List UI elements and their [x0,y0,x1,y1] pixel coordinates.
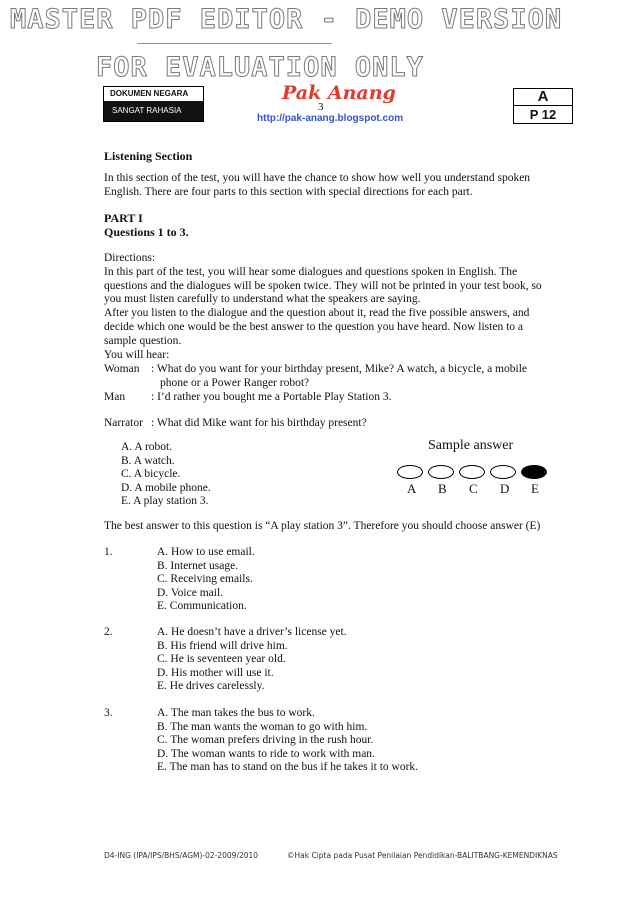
sample-option: A. A robot. [121,441,173,453]
bubble-letter-b: B [438,481,447,496]
page-number: 3 [318,101,324,113]
sample-answer-title: Sample answer [428,438,514,453]
intro-line: English. There are four parts to this section with special directions for each part. [104,185,473,198]
sample-answer-bubbles [397,465,547,481]
question-2-options [157,626,347,694]
secret-label: SANGAT RAHASIA [104,101,203,121]
answer-option: A. How to use email. [157,546,255,558]
man-speaker: Man [104,391,126,403]
question-number: 3. [104,707,113,719]
questions-range: Questions 1 to 3. [104,225,189,239]
woman-line: : What do you want for your birthday present, Mike? A watch, a bicycle, a mobile [151,363,527,375]
man-line: : I’d rather you bought me a Portable Play Station 3. [151,391,392,403]
intro-line: In this section of the test, you will have the chance to show how well you understand spoken [104,172,531,184]
sample-option: D. A mobile phone. [121,481,211,494]
document-label: DOKUMEN NEGARA [110,89,189,98]
question-number: 1. [104,546,113,558]
footer-code: D4-ING (IPA/IPS/BHS/AGM)-02-2009/2010 [104,851,259,860]
directions-block [104,252,542,362]
question-number: 2. [104,626,113,638]
question-3-options [157,707,418,775]
watermark-line-1: MASTER PDF EDITOR - DEMO VERSION [10,4,563,35]
question-1-options [157,546,255,614]
blog-url[interactable]: http://pak-anang.blogspot.com [257,113,404,124]
woman-line-continued: phone or a Power Ranger robot? [160,377,310,389]
answer-option: A. He doesn’t have a driver’s license yet. [157,626,347,638]
bubble-letter-a: A [407,481,417,496]
best-answer-text: The best answer to this question is “A play station 3”. Therefore you should choose answer (E) [104,520,541,532]
answer-option: E. The man has to stand on the bus if he takes it to work. [157,761,419,774]
answer-bubble-a [397,465,423,479]
code-packet: P 12 [529,107,557,122]
sample-option: C. A bicycle. [121,468,181,481]
section-title: Listening Section [104,149,193,163]
answer-option: D. His mother will use it. [157,666,274,679]
section-intro [104,172,530,200]
directions-line: questions and the dialogues will be spoken twice. They will not be printed in your test book, so [104,279,542,292]
directions-label: Directions: [104,252,156,264]
directions-line: sample question. [104,334,182,347]
answer-option: E. He drives carelessly. [157,680,265,693]
woman-speaker: Woman [104,363,140,375]
directions-line: decide which one would be the best answer to the question you have heard. Now listen to a [104,320,523,333]
answer-option: B. His friend will drive him. [157,639,288,652]
answer-option: D. Voice mail. [157,586,224,599]
document-classification-box [103,86,204,122]
answer-option: A. The man takes the bus to work. [157,707,315,719]
packet-code-box [513,88,573,124]
part-title: PART I [104,211,143,225]
answer-option: D. The woman wants to ride to work with man. [157,747,375,760]
answer-option: C. The woman prefers driving in the rush hour. [157,734,374,747]
answer-bubble-e-filled [521,465,547,479]
brand-logo-text: Pak Anang [282,82,396,104]
narrator-speaker: Narrator [104,417,143,429]
footer-copyright: ©Hak Cipta pada Pusat Penilaian Pendidikan-BALITBANG-KEMENDIKNAS [287,851,558,860]
answer-option: C. Receiving emails. [157,573,253,586]
bubble-letter-c: C [469,481,478,496]
bubble-letter-e: E [531,481,539,496]
answer-option: E. Communication. [157,600,247,613]
sample-option: B. A watch. [121,454,175,467]
narrator-line: : What did Mike want for his birthday present? [151,417,367,429]
sample-options [121,441,211,509]
sample-option: E. A play station 3. [121,495,209,508]
answer-option: B. Internet usage. [157,559,239,572]
answer-bubble-b [428,465,454,479]
directions-line: you must listen carefully to understand what the speakers are saying. [104,293,421,306]
answer-option: B. The man wants the woman to go with him. [157,720,368,733]
directions-line: After you listen to the dialogue and the question about it, read the five possible answers, and [104,307,530,320]
code-letter: A [514,89,572,106]
watermark-divider [137,43,332,44]
bubble-letter-d: D [500,481,510,496]
watermark-line-2: FOR EVALUATION ONLY [96,52,424,83]
answer-bubble-d [490,465,516,479]
directions-line: In this part of the test, you will hear some dialogues and questions spoken in English. The [104,265,518,278]
you-will-hear: You will hear: [104,348,170,361]
answer-bubble-c [459,465,485,479]
answer-option: C. He is seventeen year old. [157,653,286,666]
